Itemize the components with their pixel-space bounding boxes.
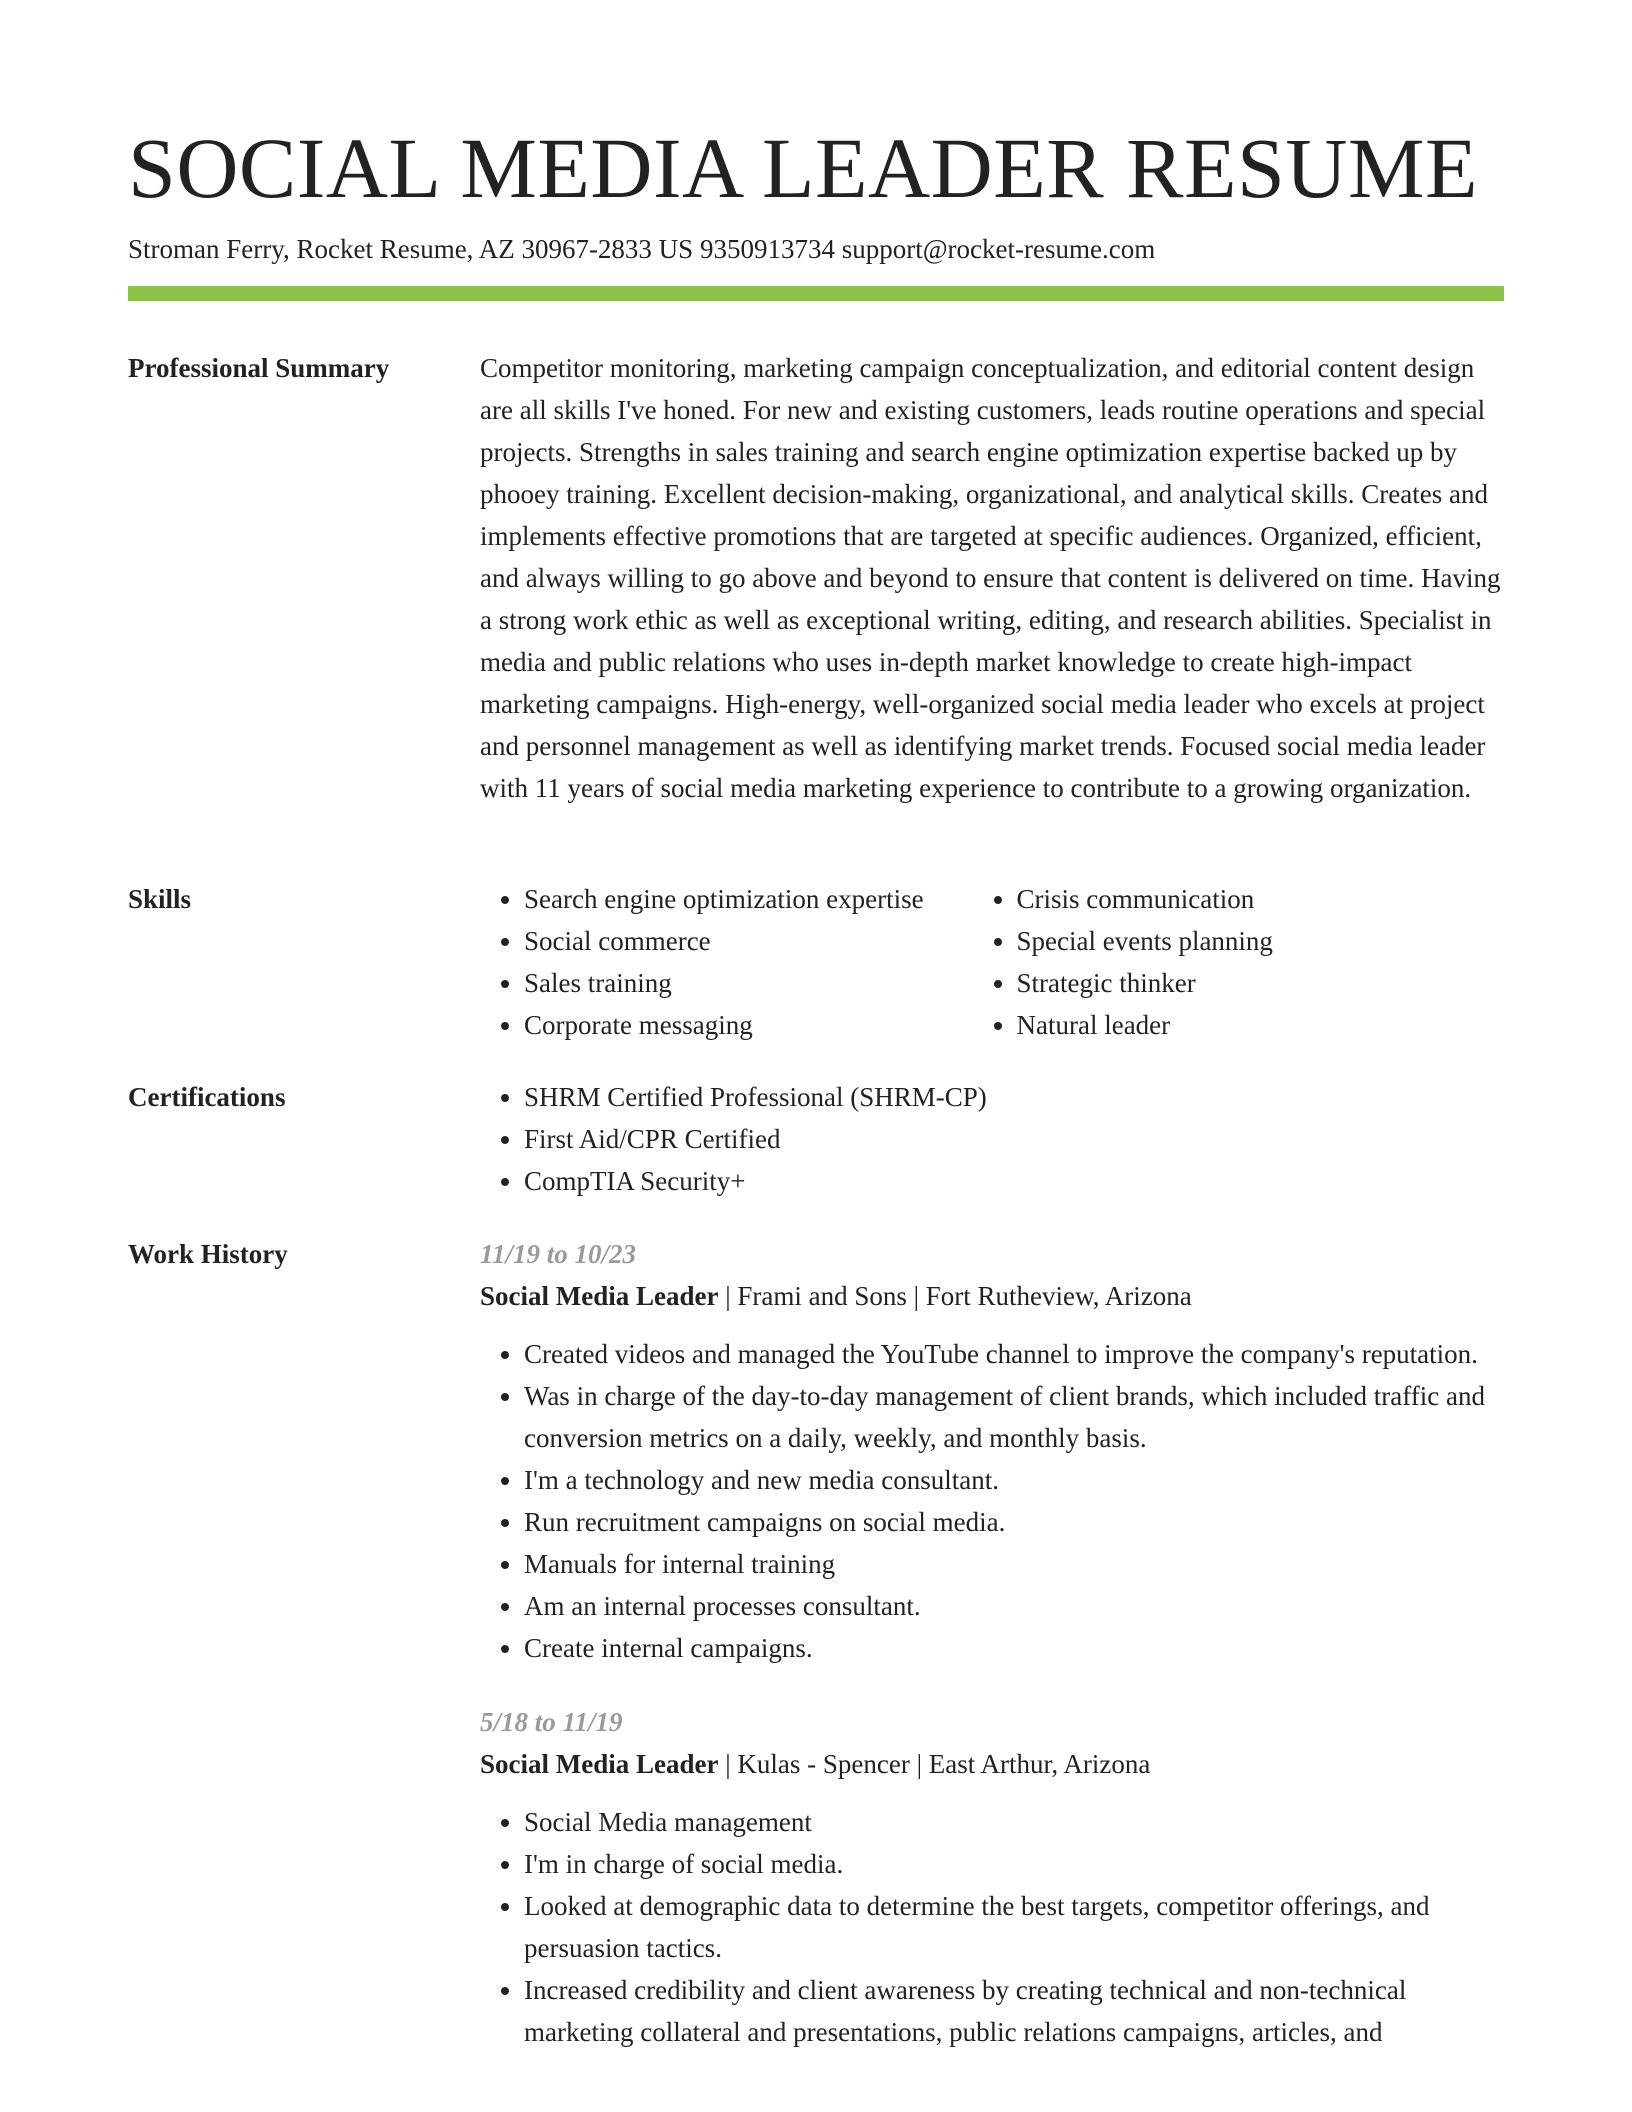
job-bullet: • Social Media management [524,1801,1504,1843]
job-entry [480,1233,1504,1669]
job-details: | Frami and Sons | Fort Rutheview, Arizona [718,1281,1192,1311]
job-dates: 5/18 to 11/19 [480,1707,623,1737]
job-details: | Kulas - Spencer | East Arthur, Arizona [718,1749,1151,1779]
skill-item: • Strategic thinker [1017,962,1505,1004]
job-dates: 11/19 to 10/23 [480,1239,637,1269]
job-bullet: • Run recruitment campaigns on social media. [524,1501,1504,1543]
resume-title: SOCIAL MEDIA LEADER RESUME [128,120,1478,216]
job-bullet: • I'm a technology and new media consultant. [524,1459,1504,1501]
certification-item: • SHRM Certified Professional (SHRM-CP) [524,1076,1504,1118]
skills-heading: Skills [128,884,192,914]
skill-item: • Search engine optimization expertise [524,878,973,920]
certifications-heading: Certifications [128,1082,286,1112]
summary-body [480,347,1504,809]
skill-item: • Natural leader [1017,1004,1505,1046]
job-bullet: • I'm in charge of social media. [524,1843,1504,1885]
certification-item: • First Aid/CPR Certified [524,1118,1504,1160]
job-bullet: • Looked at demographic data to determine the best targets, competitor offerings, and persuasion tactics. [524,1885,1504,1969]
job-bullets [480,1801,1504,2053]
job-bullet: • Manuals for internal training [524,1543,1504,1585]
contact-line: Stroman Ferry, Rocket Resume, AZ 30967-2833 US 9350913734 support@rocket-resume.com [128,234,1156,264]
skill-item: • Social commerce [524,920,973,962]
summary-text: Competitor monitoring, marketing campaign conceptualization, and editorial content design are all skills I've honed. For new and existing customers, leads routine operations and special projects. Strengths in sales training and search engine optimization expertise backed up by phooey training. Excellent decision-making, organizational, and analytical skills. Creates and implements effective promotions that are targeted at specific audiences. Organized, efficient, and always willing to go above and beyond to ensure that content is delivered on time. Having a strong work ethic as well as exceptional writing, editing, and research abilities. Specialist in media and public relations who uses in-depth market knowledge to create high-impact marketing campaigns. High-energy, well-organized social media leader who excels at project and personnel management as well as identifying market trends. Focused social media leader with 11 years of social media marketing experience to contribute to a growing organization. [480,353,1501,803]
job-header [480,1743,1504,1785]
job-entry [480,1701,1504,2053]
skill-item: • Corporate messaging [524,1004,973,1046]
certifications-body [480,1076,1504,1202]
skill-item: • Special events planning [1017,920,1505,962]
skills-column-1 [480,878,973,1046]
summary-heading: Professional Summary [128,353,390,383]
certifications-list [480,1076,1504,1202]
job-bullet: • Created videos and managed the YouTube channel to improve the company's reputation. [524,1333,1504,1375]
job-bullet: • Create internal campaigns. [524,1627,1504,1669]
job-title: Social Media Leader [480,1749,719,1779]
skills-column-2 [973,878,1505,1046]
job-bullet: • Was in charge of the day-to-day management of client brands, which included traffic and conversion metrics on a daily, weekly, and monthly basis. [524,1375,1504,1459]
work-history-body [480,1233,1504,2085]
certification-item: • CompTIA Security+ [524,1160,1504,1202]
job-bullet: • Am an internal processes consultant. [524,1585,1504,1627]
work-history-heading: Work History [128,1239,288,1269]
skills-list [480,878,1504,1046]
job-title: Social Media Leader [480,1281,719,1311]
job-bullets [480,1333,1504,1669]
job-bullet: • Increased credibility and client awareness by creating technical and non-technical marketing collateral and presentations, public relations campaigns, articles, and [524,1969,1504,2053]
skill-item: • Sales training [524,962,973,1004]
skill-item: • Crisis communication [1017,878,1505,920]
header-divider [128,286,1504,301]
job-header [480,1275,1504,1317]
